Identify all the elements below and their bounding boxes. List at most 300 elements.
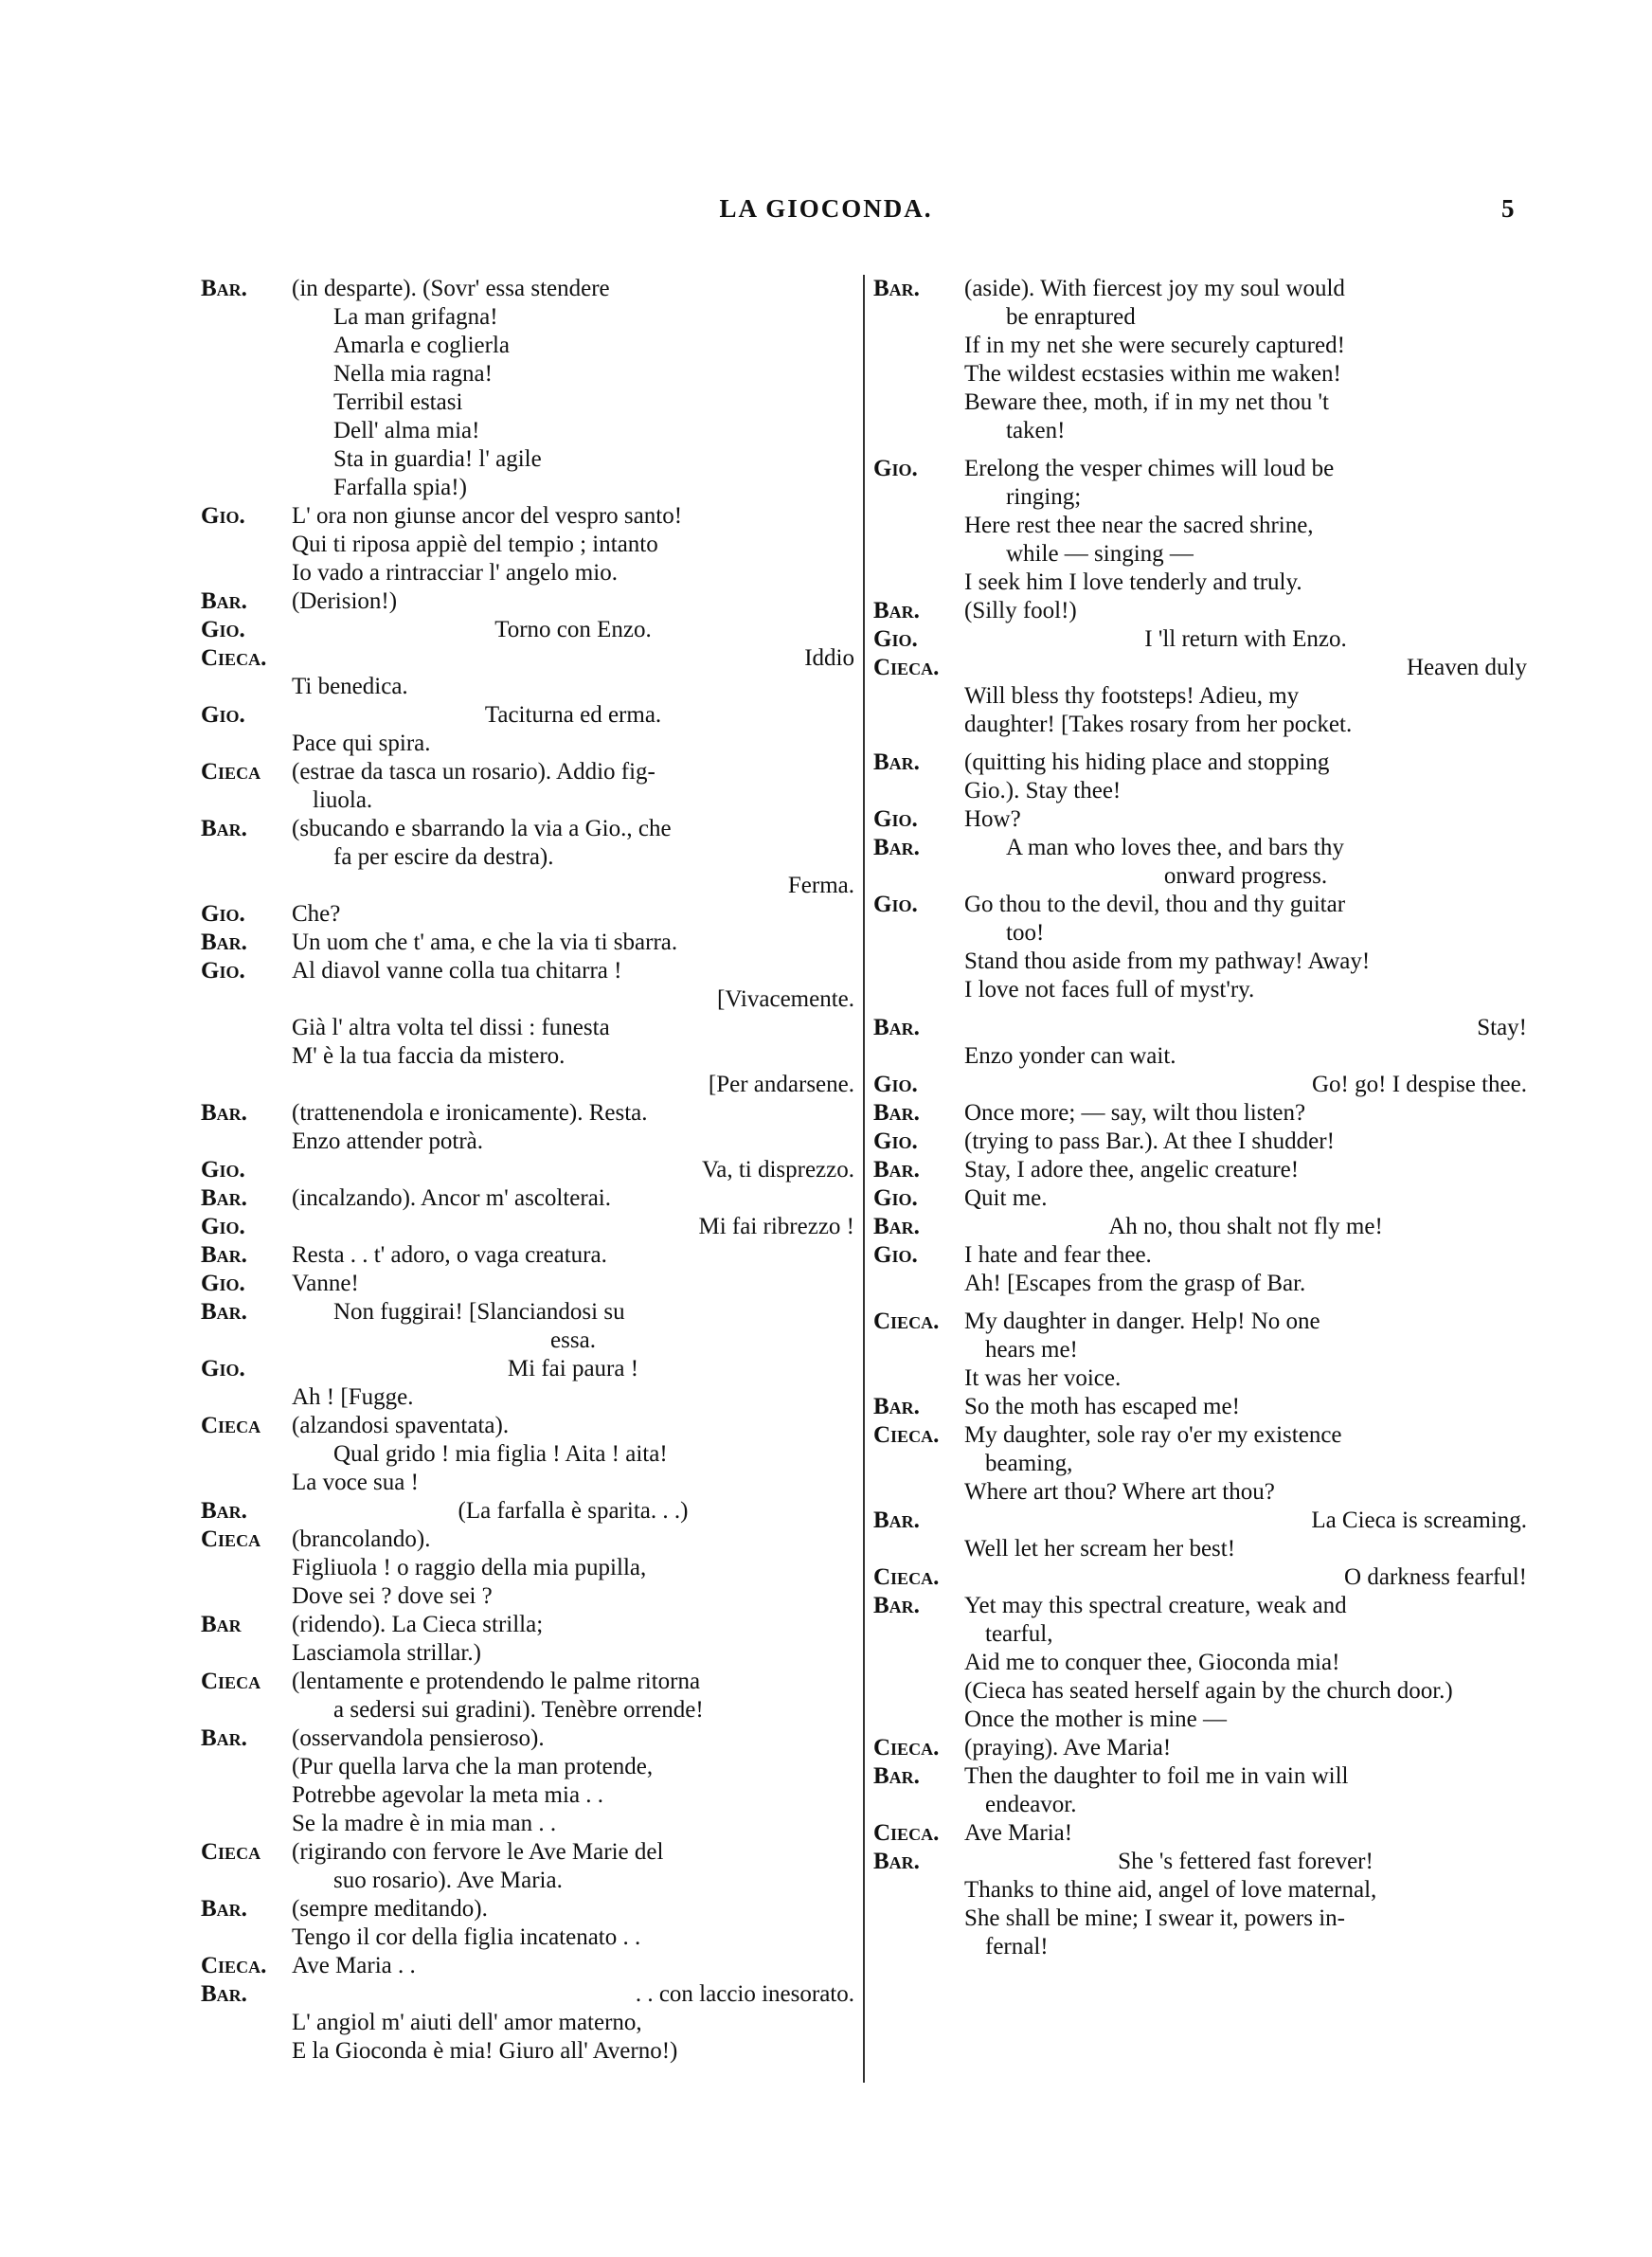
libretto-line bbox=[873, 1535, 1527, 1563]
libretto-line bbox=[873, 948, 1527, 976]
libretto-line bbox=[201, 1128, 854, 1156]
libretto-line bbox=[873, 1933, 1527, 1961]
speaker-label: Bar. bbox=[873, 1593, 920, 1618]
libretto-line bbox=[873, 512, 1527, 540]
line-text: She shall be mine; I swear it, powers in- bbox=[964, 1905, 1345, 1931]
line-text: Ah ! [Fugge. bbox=[292, 1384, 414, 1410]
speaker-label: Bar. bbox=[201, 1498, 247, 1524]
line-text: (rigirando con fervore le Ave Marie del bbox=[292, 1839, 664, 1865]
speaker-label: Cieca. bbox=[201, 1953, 267, 1978]
line-text: L' ora non giunse ancor del vespro santo! bbox=[292, 503, 683, 529]
line-text: Stay! bbox=[1477, 1015, 1527, 1040]
line-text: onward progress. bbox=[1163, 863, 1328, 889]
libretto-line bbox=[873, 1905, 1527, 1933]
line-text: endeavor. bbox=[985, 1792, 1077, 1817]
line-text: Mi fai ribrezzo ! bbox=[698, 1214, 854, 1239]
speaker-label: Cieca bbox=[201, 1669, 261, 1694]
line-text: E la Gioconda è mia! Giuro all' Averno!) bbox=[292, 2038, 678, 2064]
line-text: L' angiol m' aiuti dell' amor materno, bbox=[292, 2010, 642, 2035]
line-text: Va, ti disprezzo. bbox=[701, 1157, 854, 1183]
libretto-line bbox=[201, 1213, 854, 1241]
line-text: (praying). Ave Maria! bbox=[964, 1735, 1172, 1760]
libretto-line bbox=[873, 1819, 1527, 1848]
line-text: Tengo il cor della figlia incatenato . . bbox=[292, 1924, 641, 1950]
line-text: liuola. bbox=[313, 787, 373, 813]
speaker-label: Bar. bbox=[201, 1981, 247, 2007]
speaker-label: Bar. bbox=[201, 1185, 247, 1211]
libretto-line bbox=[201, 1838, 854, 1867]
libretto-line bbox=[873, 360, 1527, 388]
speaker-label: Cieca. bbox=[873, 1564, 940, 1590]
speaker-label: Gio. bbox=[873, 892, 918, 917]
line-text: (aside). With fiercest joy my soul would bbox=[964, 276, 1345, 301]
libretto-line bbox=[201, 1412, 854, 1440]
line-text: Once the mother is mine — bbox=[964, 1706, 1228, 1732]
line-text: (sbucando e sbarrando la via a Gio., che bbox=[292, 816, 672, 841]
libretto-line bbox=[873, 1450, 1527, 1478]
libretto-line bbox=[201, 673, 854, 701]
line-text: (Derision!) bbox=[292, 588, 398, 614]
libretto-line bbox=[873, 1270, 1527, 1298]
libretto-line bbox=[201, 1099, 854, 1128]
libretto-line bbox=[201, 1241, 854, 1270]
libretto-line bbox=[873, 1848, 1527, 1876]
libretto-line bbox=[201, 786, 854, 815]
libretto-line bbox=[201, 1781, 854, 1810]
libretto-line bbox=[873, 654, 1527, 682]
line-text: (quitting his hiding place and stopping bbox=[964, 749, 1330, 775]
libretto-line bbox=[873, 1184, 1527, 1213]
line-text: be enraptured bbox=[1006, 304, 1136, 330]
line-text: Figliuola ! o raggio della mia pupilla, bbox=[292, 1555, 647, 1580]
libretto-line bbox=[201, 531, 854, 559]
running-title: LA GIOCONDA. bbox=[719, 194, 933, 223]
stanza-gap bbox=[873, 445, 1527, 455]
libretto-line bbox=[873, 919, 1527, 948]
libretto-line bbox=[201, 957, 854, 985]
libretto-line bbox=[873, 569, 1527, 597]
line-text: hears me! bbox=[985, 1337, 1078, 1363]
libretto-line bbox=[873, 1128, 1527, 1156]
libretto-line bbox=[873, 303, 1527, 332]
libretto-line bbox=[873, 1364, 1527, 1393]
line-text: Qui ti riposa appiè del tempio ; intanto bbox=[292, 532, 658, 557]
line-text: (estrae da tasca un rosario). Addio fig- bbox=[292, 759, 655, 785]
speaker-label: Gio. bbox=[201, 503, 245, 529]
line-text: A man who loves thee, and bars thy bbox=[1006, 835, 1344, 860]
line-text: Lasciamola strillar.) bbox=[292, 1640, 481, 1666]
speaker-label: Gio. bbox=[201, 702, 245, 728]
line-text: Ave Maria . . bbox=[292, 1953, 416, 1978]
speaker-label: Gio. bbox=[873, 626, 918, 652]
libretto-line bbox=[873, 275, 1527, 303]
libretto-line bbox=[201, 900, 854, 929]
libretto-line bbox=[201, 275, 854, 303]
speaker-label: Bar. bbox=[201, 1725, 247, 1751]
speaker-label: Bar. bbox=[873, 598, 920, 623]
line-text: (trattenendola e ironicamente). Resta. bbox=[292, 1100, 648, 1126]
libretto-line bbox=[201, 1554, 854, 1582]
libretto-line bbox=[201, 332, 854, 360]
line-text: So the moth has escaped me! bbox=[964, 1394, 1240, 1419]
line-text: suo rosario). Ave Maria. bbox=[333, 1868, 563, 1893]
libretto-line bbox=[201, 1014, 854, 1042]
libretto-line bbox=[201, 730, 854, 758]
speaker-label: Gio. bbox=[201, 617, 245, 642]
line-text: If in my net she were securely captured! bbox=[964, 333, 1345, 358]
libretto-line bbox=[201, 1753, 854, 1781]
line-text: (osservandola pensieroso). bbox=[292, 1725, 545, 1751]
libretto-line bbox=[201, 1526, 854, 1554]
libretto-line bbox=[201, 1298, 854, 1327]
speaker-label: Gio. bbox=[873, 806, 918, 832]
speaker-label: Bar. bbox=[873, 1100, 920, 1126]
libretto-line bbox=[201, 559, 854, 587]
libretto-line bbox=[873, 1563, 1527, 1592]
line-text: I hate and fear thee. bbox=[964, 1242, 1152, 1268]
line-text: Then the daughter to foil me in vain will bbox=[964, 1763, 1349, 1789]
line-text: O darkness fearful! bbox=[1344, 1564, 1527, 1590]
libretto-line bbox=[873, 1213, 1527, 1241]
line-text: beaming, bbox=[985, 1451, 1073, 1476]
libretto-line bbox=[873, 1241, 1527, 1270]
line-text: Io vado a rintracciar l' angelo mio. bbox=[292, 560, 618, 586]
speaker-label: Bar. bbox=[873, 1214, 920, 1239]
libretto-line bbox=[201, 1895, 854, 1923]
speaker-label: Gio. bbox=[201, 901, 245, 927]
line-text: Quit me. bbox=[964, 1185, 1048, 1211]
libretto-line bbox=[873, 1042, 1527, 1071]
libretto-line bbox=[873, 540, 1527, 569]
libretto-line bbox=[201, 644, 854, 673]
libretto-line bbox=[873, 976, 1527, 1004]
line-text: essa. bbox=[550, 1327, 596, 1353]
libretto-line bbox=[201, 1810, 854, 1838]
speaker-label: Cieca bbox=[201, 1526, 261, 1552]
line-text: Ah! [Escapes from the grasp of Bar. bbox=[964, 1271, 1306, 1296]
libretto-line bbox=[873, 1393, 1527, 1421]
line-text: fernal! bbox=[985, 1934, 1049, 1959]
libretto-line bbox=[201, 1156, 854, 1184]
line-text: taken! bbox=[1006, 418, 1066, 443]
line-text: daughter! [Takes rosary from her pocket. bbox=[964, 712, 1353, 737]
stanza-gap bbox=[873, 1298, 1527, 1308]
libretto-line bbox=[201, 1355, 854, 1383]
line-text: My daughter in danger. Help! No one bbox=[964, 1309, 1320, 1334]
line-text: (alzandosi spaventata). bbox=[292, 1413, 510, 1438]
libretto-line bbox=[201, 1867, 854, 1895]
libretto-line bbox=[873, 1308, 1527, 1336]
libretto-line bbox=[873, 834, 1527, 862]
libretto-line bbox=[873, 862, 1527, 891]
libretto-line bbox=[201, 587, 854, 616]
line-text: Dell' alma mia! bbox=[333, 418, 480, 443]
line-text: La voce sua ! bbox=[292, 1470, 419, 1495]
line-text: Non fuggirai! [Slanciandosi su bbox=[333, 1299, 625, 1325]
libretto-line bbox=[873, 1071, 1527, 1099]
libretto-line bbox=[873, 1876, 1527, 1905]
libretto-line bbox=[873, 332, 1527, 360]
libretto-line bbox=[873, 1421, 1527, 1450]
speaker-label: Bar. bbox=[873, 276, 920, 301]
libretto-line bbox=[201, 843, 854, 872]
line-text: Ferma. bbox=[787, 873, 854, 898]
libretto-line bbox=[873, 1791, 1527, 1819]
libretto-line bbox=[201, 929, 854, 957]
line-text: Un uom che t' ama, e che la via ti sbarra. bbox=[292, 930, 678, 955]
libretto-line bbox=[201, 502, 854, 531]
line-text: Ah no, thou shalt not fly me! bbox=[1108, 1214, 1383, 1239]
speaker-label: Cieca. bbox=[873, 1309, 940, 1334]
libretto-line bbox=[873, 1156, 1527, 1184]
line-text: Well let her scream her best! bbox=[964, 1536, 1236, 1562]
line-text: Stay, I adore thee, angelic creature! bbox=[964, 1157, 1300, 1183]
speaker-label: Cieca. bbox=[201, 645, 267, 671]
line-text: Qual grido ! mia figlia ! Aita ! aita! bbox=[333, 1441, 668, 1467]
line-text: Here rest thee near the sacred shrine, bbox=[964, 513, 1314, 538]
line-text: . . con laccio inesorato. bbox=[635, 1981, 854, 2007]
line-text: La Cieca is screaming. bbox=[1311, 1508, 1527, 1533]
line-text: Amarla e coglierla bbox=[333, 333, 511, 358]
speaker-label: Bar. bbox=[873, 1157, 920, 1183]
libretto-line bbox=[873, 749, 1527, 777]
speaker-label: Gio. bbox=[201, 958, 245, 984]
libretto-line bbox=[201, 1469, 854, 1497]
speaker-label: Bar. bbox=[201, 588, 247, 614]
libretto-line bbox=[201, 445, 854, 474]
libretto-line bbox=[201, 388, 854, 417]
libretto-line bbox=[201, 1582, 854, 1611]
line-text: Aid me to conquer thee, Gioconda mia! bbox=[964, 1650, 1340, 1675]
line-text: Se la madre è in mia man . . bbox=[292, 1811, 557, 1836]
libretto-line bbox=[873, 1649, 1527, 1677]
line-text: (Cieca has seated herself again by the church door.) bbox=[964, 1678, 1453, 1704]
speaker-label: Cieca bbox=[201, 759, 261, 785]
line-text: Sta in guardia! l' agile bbox=[333, 446, 542, 472]
line-text: [Per andarsene. bbox=[708, 1072, 854, 1097]
speaker-label: Cieca bbox=[201, 1413, 261, 1438]
libretto-line bbox=[873, 1014, 1527, 1042]
page-number: 5 bbox=[1501, 194, 1515, 223]
line-text: (trying to pass Bar.). At thee I shudder! bbox=[964, 1128, 1335, 1154]
line-text: Once more; — say, wilt thou listen? bbox=[964, 1100, 1306, 1126]
line-text: Beware thee, moth, if in my net thou 't bbox=[964, 389, 1329, 415]
line-text: (sempre meditando). bbox=[292, 1896, 488, 1922]
libretto-line bbox=[873, 1507, 1527, 1535]
libretto-line bbox=[201, 1980, 854, 2009]
speaker-label: Bar. bbox=[873, 1508, 920, 1533]
line-text: The wildest ecstasies within me waken! bbox=[964, 361, 1341, 387]
line-text: too! bbox=[1006, 920, 1045, 946]
libretto-line bbox=[201, 985, 854, 1014]
libretto-line bbox=[201, 417, 854, 445]
libretto-line bbox=[873, 1620, 1527, 1649]
libretto-line bbox=[201, 2037, 854, 2066]
speaker-label: Bar. bbox=[873, 1394, 920, 1419]
line-text: Taciturna ed erma. bbox=[484, 702, 662, 728]
line-text: Che? bbox=[292, 901, 341, 927]
speaker-label: Bar. bbox=[201, 1896, 247, 1922]
libretto-line bbox=[873, 805, 1527, 834]
speaker-label: Gio. bbox=[873, 1072, 918, 1097]
libretto-line bbox=[201, 1639, 854, 1668]
speaker-label: Bar. bbox=[873, 1849, 920, 1874]
libretto-line bbox=[873, 455, 1527, 483]
libretto-line bbox=[873, 483, 1527, 512]
speaker-label: Bar bbox=[201, 1612, 242, 1637]
libretto-line bbox=[201, 1270, 854, 1298]
speaker-label: Bar. bbox=[201, 1299, 247, 1325]
line-text: Go! go! I despise thee. bbox=[1311, 1072, 1527, 1097]
libretto-line bbox=[201, 1952, 854, 1980]
line-text: Vanne! bbox=[292, 1271, 359, 1296]
libretto-line bbox=[873, 1762, 1527, 1791]
line-text: Terribil estasi bbox=[333, 389, 463, 415]
libretto-line bbox=[873, 417, 1527, 445]
line-text: Go thou to the devil, thou and thy guitar bbox=[964, 892, 1346, 917]
line-text: It was her voice. bbox=[964, 1365, 1122, 1391]
speaker-label: Bar. bbox=[201, 1242, 247, 1268]
libretto-line bbox=[201, 815, 854, 843]
libretto-line bbox=[201, 1071, 854, 1099]
libretto-line bbox=[873, 1478, 1527, 1507]
libretto-line bbox=[873, 1336, 1527, 1364]
stanza-gap bbox=[873, 739, 1527, 749]
speaker-label: Bar. bbox=[201, 276, 247, 301]
page-header bbox=[0, 194, 1652, 232]
libretto-line bbox=[873, 1706, 1527, 1734]
line-text: La man grifagna! bbox=[333, 304, 498, 330]
speaker-label: Gio. bbox=[201, 1157, 245, 1183]
libretto-line bbox=[201, 872, 854, 900]
line-text: How? bbox=[964, 806, 1021, 832]
speaker-label: Gio. bbox=[873, 1128, 918, 1154]
speaker-label: Cieca. bbox=[873, 655, 940, 680]
english-translation-column bbox=[873, 275, 1527, 1961]
line-text: M' è la tua faccia da mistero. bbox=[292, 1043, 566, 1069]
line-text: Resta . . t' adoro, o vaga creatura. bbox=[292, 1242, 607, 1268]
line-text: (brancolando). bbox=[292, 1526, 431, 1552]
italian-libretto-column bbox=[201, 275, 854, 2066]
libretto-line bbox=[873, 682, 1527, 711]
line-text: Yet may this spectral creature, weak and bbox=[964, 1593, 1347, 1618]
speaker-label: Bar. bbox=[873, 835, 920, 860]
libretto-line bbox=[201, 1042, 854, 1071]
libretto-line bbox=[201, 1696, 854, 1724]
line-text: I 'll return with Enzo. bbox=[1144, 626, 1347, 652]
libretto-line bbox=[201, 1923, 854, 1952]
libretto-line bbox=[873, 1592, 1527, 1620]
libretto-line bbox=[201, 1327, 854, 1355]
libretto-line bbox=[201, 1184, 854, 1213]
libretto-line bbox=[873, 625, 1527, 654]
speaker-label: Bar. bbox=[201, 816, 247, 841]
speaker-label: Bar. bbox=[873, 749, 920, 775]
libretto-line bbox=[873, 1677, 1527, 1706]
line-text: Iddio bbox=[804, 645, 854, 671]
line-text: Mi fai paura ! bbox=[507, 1356, 639, 1381]
line-text: Will bless thy footsteps! Adieu, my bbox=[964, 683, 1300, 709]
line-text: Where art thou? Where art thou? bbox=[964, 1479, 1275, 1505]
libretto-line bbox=[873, 891, 1527, 919]
line-text: (lentamente e protendendo le palme ritorna bbox=[292, 1669, 701, 1694]
libretto-line bbox=[201, 2009, 854, 2037]
line-text: (incalzando). Ancor m' ascolterai. bbox=[292, 1185, 611, 1211]
line-text: Ave Maria! bbox=[964, 1820, 1073, 1846]
speaker-label: Gio. bbox=[201, 1214, 245, 1239]
column-divider bbox=[863, 275, 865, 2083]
speaker-label: Bar. bbox=[873, 1015, 920, 1040]
libretto-line bbox=[201, 1611, 854, 1639]
libretto-line bbox=[201, 701, 854, 730]
speaker-label: Gio. bbox=[201, 1356, 245, 1381]
line-text: (ridendo). La Cieca strilla; bbox=[292, 1612, 544, 1637]
libretto-line bbox=[201, 1383, 854, 1412]
libretto-line bbox=[873, 711, 1527, 739]
libretto-line bbox=[201, 1724, 854, 1753]
speaker-label: Bar. bbox=[873, 1763, 920, 1789]
speaker-label: Gio. bbox=[873, 456, 918, 481]
line-text: (La farfalla è sparita. . .) bbox=[458, 1498, 689, 1524]
speaker-label: Gio. bbox=[873, 1185, 918, 1211]
line-text: [Vivacemente. bbox=[717, 986, 854, 1012]
speaker-label: Cieca bbox=[201, 1839, 261, 1865]
line-text: Potrebbe agevolar la meta mia . . bbox=[292, 1782, 604, 1808]
libretto-line bbox=[201, 1497, 854, 1526]
line-text: (Silly fool!) bbox=[964, 598, 1077, 623]
libretto-line bbox=[201, 616, 854, 644]
line-text: Heaven duly bbox=[1406, 655, 1527, 680]
line-text: Dove sei ? dove sei ? bbox=[292, 1583, 493, 1609]
speaker-label: Gio. bbox=[873, 1242, 918, 1268]
line-text: a sedersi sui gradini). Tenèbre orrende! bbox=[333, 1697, 704, 1723]
line-text: fa per escire da destra). bbox=[333, 844, 554, 870]
speaker-label: Bar. bbox=[201, 930, 247, 955]
line-text: Erelong the vesper chimes will loud be bbox=[964, 456, 1335, 481]
line-text: Ti benedica. bbox=[292, 674, 408, 699]
line-text: Pace qui spira. bbox=[292, 731, 431, 756]
speaker-label: Cieca. bbox=[873, 1735, 940, 1760]
speaker-label: Bar. bbox=[201, 1100, 247, 1126]
line-text: tearful, bbox=[985, 1621, 1053, 1647]
line-text: Enzo attender potrà. bbox=[292, 1128, 483, 1154]
libretto-line bbox=[201, 360, 854, 388]
line-text: Gio.). Stay thee! bbox=[964, 778, 1122, 803]
libretto-line bbox=[873, 1734, 1527, 1762]
speaker-label: Cieca. bbox=[873, 1422, 940, 1448]
line-text: Torno con Enzo. bbox=[494, 617, 652, 642]
line-text: (in desparte). (Sovr' essa stendere bbox=[292, 276, 610, 301]
line-text: Al diavol vanne colla tua chitarra ! bbox=[292, 958, 622, 984]
libretto-line bbox=[201, 474, 854, 502]
libretto-line bbox=[873, 1099, 1527, 1128]
libretto-line bbox=[873, 777, 1527, 805]
line-text: Enzo yonder can wait. bbox=[964, 1043, 1176, 1069]
libretto-line bbox=[873, 597, 1527, 625]
libretto-line bbox=[201, 1440, 854, 1469]
libretto-line bbox=[201, 1668, 854, 1696]
line-text: I seek him I love tenderly and truly. bbox=[964, 569, 1302, 595]
line-text: while — singing — bbox=[1006, 541, 1194, 567]
line-text: Già l' altra volta tel dissi : funesta bbox=[292, 1015, 610, 1040]
libretto-line bbox=[873, 388, 1527, 417]
stanza-gap bbox=[873, 1004, 1527, 1014]
libretto-line bbox=[201, 303, 854, 332]
speaker-label: Cieca. bbox=[873, 1820, 940, 1846]
line-text: ringing; bbox=[1006, 484, 1082, 510]
line-text: I love not faces full of myst'ry. bbox=[964, 977, 1255, 1002]
line-text: Farfalla spia!) bbox=[333, 475, 467, 500]
